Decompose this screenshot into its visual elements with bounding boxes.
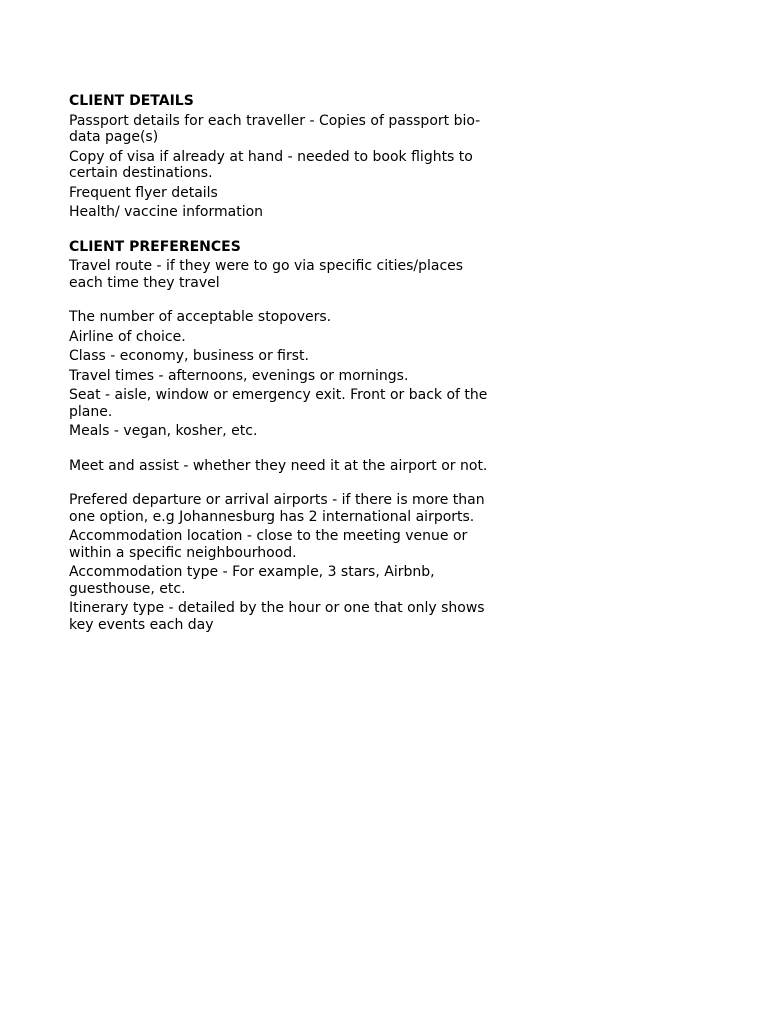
document-page xyxy=(69,93,494,636)
list-item: Accommodation type - For example, 3 stars, Airbnb, guesthouse, etc. xyxy=(69,564,435,597)
list-item: Health/ vaccine information xyxy=(69,204,264,220)
list-item: Seat - aisle, window or emergency exit. Front or back of the plane. xyxy=(69,387,488,420)
list-item: Frequent flyer details xyxy=(69,184,218,201)
section-heading-client-preferences: CLIENT PREFERENCES xyxy=(69,238,241,255)
list-item: Meals - vegan, kosher, etc. xyxy=(69,423,258,439)
list-item: Prefered departure or arrival airports - if there is more than one option, e.g Johannesburg has 2 international airports. xyxy=(69,492,485,525)
list-item: Airline of choice. xyxy=(69,328,186,345)
list-item: Travel times - afternoons, evenings or mornings. xyxy=(69,367,409,384)
list-item: Meet and assist - whether they need it at the airport or not. xyxy=(69,457,488,474)
list-item: Travel route - if they were to go via specific cities/places each time they travel xyxy=(69,258,464,291)
list-item: Accommodation location - close to the meeting venue or within a specific neighbourhood. xyxy=(69,528,468,561)
list-item: Class - economy, business or first. xyxy=(69,348,309,364)
list-item: The number of acceptable stopovers. xyxy=(69,309,332,325)
list-item: Passport details for each traveller - Copies of passport bio-data page(s) xyxy=(69,112,481,145)
list-item: Copy of visa if already at hand - needed to book flights to certain destinations. xyxy=(69,148,473,181)
list-item: Itinerary type - detailed by the hour or one that only shows key events each day xyxy=(69,600,485,633)
section-heading-client-details: CLIENT DETAILS xyxy=(69,93,194,109)
